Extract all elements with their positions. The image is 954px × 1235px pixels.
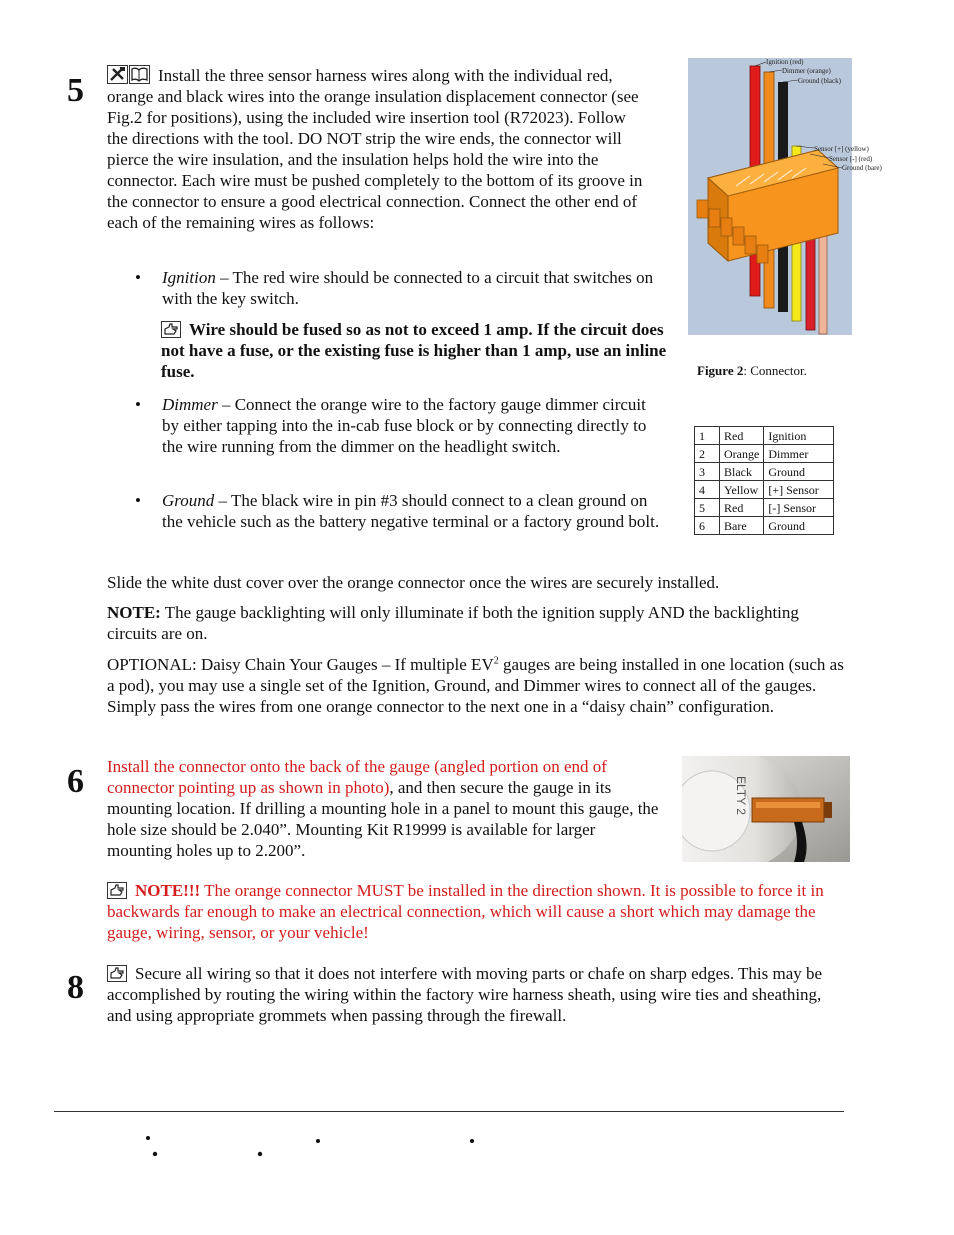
pointing-hand-icon	[107, 882, 127, 899]
table-row	[695, 427, 834, 445]
ignition-term: Ignition	[162, 268, 216, 287]
table-row	[695, 445, 834, 463]
pin-cell: 2	[695, 445, 720, 463]
bullet-ground: • Ground – The black wire in pin #3 should connect to a clean ground on the vehicle such as the battery negative terminal or a factory ground bolt.	[135, 491, 660, 531]
color-cell: Black	[720, 463, 764, 481]
step-number-8: 8	[67, 969, 84, 1006]
label-ignition: Ignition (red)	[766, 58, 804, 66]
bullet-ignition: • Ignition – The red wire should be connected to a circuit that switches on with the key switch.	[135, 268, 654, 308]
tools-book-icons	[107, 65, 150, 84]
warning-label: NOTE!!!	[135, 881, 201, 900]
step-number-5: 5	[67, 72, 84, 109]
pin-cell: 1	[695, 427, 720, 445]
label-ground-bare: Ground (bare)	[842, 164, 882, 172]
bullet-dimmer: • Dimmer – Connect the orange wire to the factory gauge dimmer circuit by either tapping into the in-cab fuse block or by connecting directly to the wire running from the dimmer on the headlight switch.	[135, 395, 647, 456]
table-row	[695, 499, 834, 517]
backlight-note	[107, 602, 849, 644]
pin-cell: 4	[695, 481, 720, 499]
note-text: The gauge backlighting will only illuminate if both the ignition supply AND the backlighting circuits are on.	[107, 603, 799, 643]
color-cell: Red	[720, 427, 764, 445]
ignition-text: – The red wire should be connected to a circuit that switches on with the key switch.	[162, 268, 654, 308]
optional-sup: 2	[493, 655, 499, 667]
pin-cell: 3	[695, 463, 720, 481]
fuse-note-text: Wire should be fused so as not to exceed 1 amp. If the circuit does not have a fuse, or the existing fuse is higher than 1 amp, use an inline fuse.	[161, 320, 667, 381]
pointing-hand-icon	[107, 965, 127, 982]
step6-warning	[107, 880, 849, 943]
figure2-caption-text: : Connector.	[743, 363, 807, 378]
color-cell: Orange	[720, 445, 764, 463]
note-label: NOTE:	[107, 603, 161, 622]
warning-text: The orange connector MUST be installed in the direction shown. It is possible to force it in backwards far enough to make an electrical connection, which will cause a short which may damage the gauge, wiring, sensor, or your vehicle!	[107, 881, 824, 942]
daisy-chain-text	[107, 654, 845, 717]
color-cell: Red	[720, 499, 764, 517]
table-row	[695, 463, 834, 481]
svg-text:ELTY 2: ELTY 2	[734, 776, 748, 815]
step6-text	[107, 756, 663, 861]
step6-body-text: , and then secure the gauge in its mounting location. If drilling a mounting hole in a panel to mount this gauge, the hole size should be 2.040”. Mounting Kit R19999 is available for larger mounting holes up to 2.200”.	[107, 778, 659, 860]
color-cell: Yellow	[720, 481, 764, 499]
figure2-caption	[697, 362, 807, 379]
connector-figure	[688, 58, 882, 335]
pin-cell: 5	[695, 499, 720, 517]
ground-term: Ground	[162, 491, 215, 510]
step6-red-text: Install the connector onto the back of the gauge (angled portion on end of connector pointing up as shown in photo)	[107, 757, 607, 797]
footer-marks	[140, 1132, 480, 1162]
dimmer-term: Dimmer	[162, 395, 218, 414]
function-cell: [-] Sensor	[764, 499, 834, 517]
optional-text-b: gauges are being installed in one location (such as a pod), you may use a single set of the Ignition, Ground, and Dimmer wires to connect all of the gauges. Simply pass the wires from one orange connector to the next one in a “daisy chain” configuration.	[107, 655, 844, 716]
label-sensor-minus: Sensor [-] (red)	[829, 155, 873, 163]
step5-intro	[107, 65, 649, 233]
step8-text	[107, 963, 849, 1026]
gauge-connector-photo	[682, 756, 850, 862]
step5-intro-text: Install the three sensor harness wires along with the individual red, orange and black wires into the orange insulation displacement connector (see Fig.2 for positions), using the included wire insertion tool (R72023). Follow the directions with the tool. DO NOT strip the wire ends, the connector will pierce the wire insulation, and the insulation helps hold the wire into the connector. Each wire must be pushed completely to the bottom of its groove in the connector to ensure a good electrical connection. Connect the other end of each of the remaining wires as follows:	[107, 66, 643, 232]
pointing-hand-icon	[161, 321, 181, 338]
connector-illustration	[688, 58, 852, 335]
dust-cover-text: Slide the white dust cover over the orange connector once the wires are securely installed.	[107, 573, 720, 592]
table-row	[695, 481, 834, 499]
label-ground-black: Ground (black)	[798, 77, 841, 85]
pin-table	[694, 426, 834, 535]
dimmer-text: – Connect the orange wire to the factory gauge dimmer circuit by either tapping into the in-cab fuse block or by connecting directly to the wire running from the dimmer on the headlight switch.	[162, 395, 647, 456]
label-dimmer: Dimmer (orange)	[782, 67, 831, 75]
table-row	[695, 517, 834, 535]
optional-text-a: OPTIONAL: Daisy Chain Your Gauges – If multiple EV	[107, 655, 494, 674]
ground-text: – The black wire in pin #3 should connect to a clean ground on the vehicle such as the battery negative terminal or a factory ground bolt.	[162, 491, 660, 531]
function-cell: Dimmer	[764, 445, 834, 463]
footer-rule	[54, 1111, 844, 1112]
fuse-note	[161, 319, 669, 382]
function-cell: Ground	[764, 517, 834, 535]
figure2-caption-label: Figure 2	[697, 363, 744, 378]
step8-body-text: Secure all wiring so that it does not interfere with moving parts or chafe on sharp edges. This may be accomplished by routing the wiring within the factory wire harness sheath, using wire ties and sheathing, and using appropriate grommets when passing through the firewall.	[107, 964, 823, 1025]
pin-cell: 6	[695, 517, 720, 535]
function-cell: Ground	[764, 463, 834, 481]
color-cell: Bare	[720, 517, 764, 535]
function-cell: Ignition	[764, 427, 834, 445]
step-number-6: 6	[67, 763, 84, 800]
function-cell: [+] Sensor	[764, 481, 834, 499]
label-sensor-plus: Sensor [+] (yellow)	[814, 145, 869, 153]
